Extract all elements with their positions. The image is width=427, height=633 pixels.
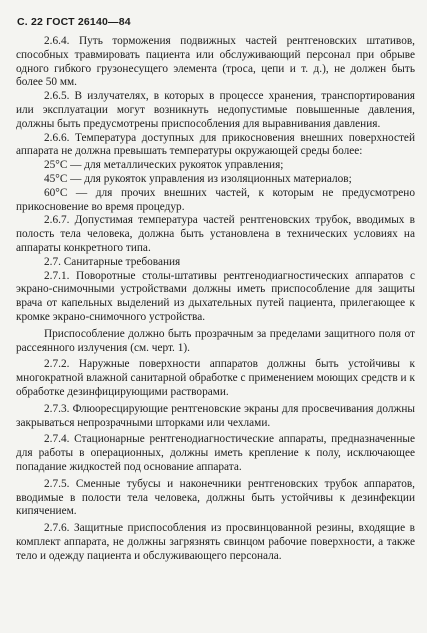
clause-2-6-5: 2.6.5. В излучателях, в которых в процессе хранения, транспортирования или эксплуатации могут возникнуть недопустимые повышенные давления, должны быть предусмотрены приспособления для выравнивания давления.: [16, 90, 415, 130]
clause-2-6-4: 2.6.4. Путь торможения подвижных частей рентгеновских штативов, способных травмировать пациента или обслуживающий персонал при обрыве одного гибкого грузонесущего элемента (троса, цепи и т. д.), не должен быть более 50 мм.: [16, 35, 415, 89]
running-head: С. 22 ГОСТ 26140—84: [17, 16, 131, 28]
clause-2-7-1: 2.7.1. Поворотные столы-штативы рентгенодиагностических аппаратов с экрано-снимочными устройствами должны иметь приспособление для защиты врача от капельных выделений из дыхательных путей пациента, прилегающее к кромке экрано-снимочного устройства.: [16, 269, 415, 323]
clause-2-7-5: 2.7.5. Сменные тубусы и наконечники рентгеновских трубок аппаратов, вводимые в полости тела человека, должны быть устойчивы к дезинфекции кипячением.: [16, 477, 415, 518]
clause-2-7-1-note: Приспособление должно быть прозрачным за пределами защитного поля от рассеянного излучения (см. черт. 1).: [16, 327, 415, 354]
temperature-limit-metal-handles: 25°С — для металлических рукояток управления;: [44, 159, 284, 172]
clause-2-7-3: 2.7.3. Флюоресцирующие рентгеновские экраны для просвечивания должны закрываться непрозрачными шторками или чехлами.: [16, 402, 415, 429]
clause-2-7-6: 2.7.6. Защитные приспособления из просвинцованной резины, входящие в комплект аппарата, не должны загрязнять свинцом рабочие поверхности, а также тело и одежду пациента и обслуживающего персонала.: [16, 522, 415, 562]
clause-2-6-7: 2.6.7. Допустимая температура частей рентгеновских трубок, вводимых в полость тела человека, должна быть установлена в технических условиях на аппараты конкретного типа.: [16, 214, 415, 254]
temperature-limit-insulated-handles: 45°С — для рукояток управления из изоляционных материалов;: [44, 172, 352, 185]
temperature-limit-other-parts: 60°С — для прочих внешних частей, к которым не предусмотрено прикосновение во время процедур.: [16, 186, 415, 213]
clause-2-6-6: 2.6.6. Температура доступных для прикосновения внешних поверхностей аппарата не должна превышать температуры окружающей среды более:: [16, 131, 415, 158]
section-2-7-heading: 2.7. Санитарные требования: [44, 255, 181, 268]
clause-2-7-2: 2.7.2. Наружные поверхности аппаратов должны быть устойчивы к многократной влажной санитарной обработке с применением моющих средств и к обработке дезинфицирующими растворами.: [16, 358, 415, 398]
document-body: [16, 35, 415, 563]
clause-2-7-4: 2.7.4. Стационарные рентгенодиагностические аппараты, предназначенные для работы в операционных, должны иметь крепление к полу, исключающее попадание жидкостей под основание аппарата.: [16, 433, 415, 473]
